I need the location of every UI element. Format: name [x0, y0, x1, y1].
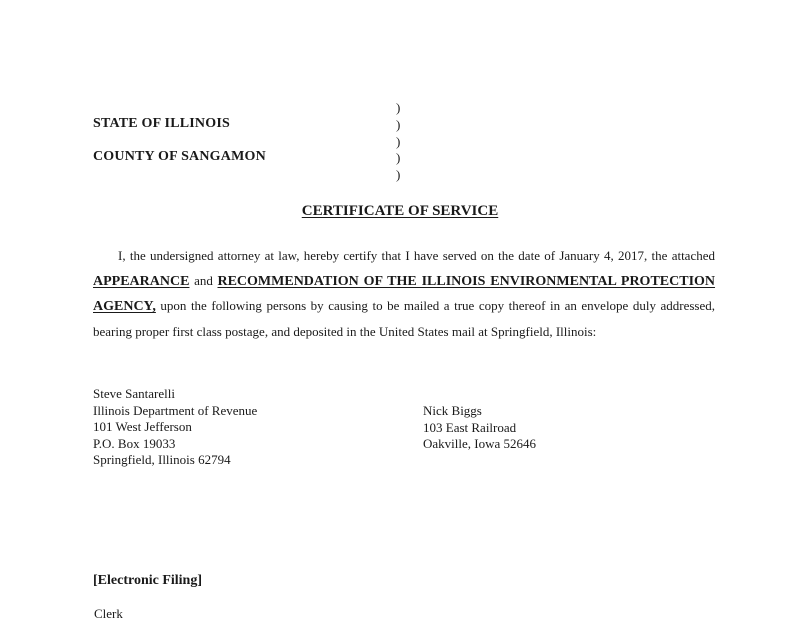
caption-county: COUNTY OF SANGAMON — [93, 149, 266, 164]
document-title — [0, 203, 800, 220]
address-line: Steve Santarelli — [93, 386, 175, 401]
body-rest: upon the following persons by causing to be mailed a true copy thereof in an envelope duly addressed, bearing proper first class postage, and deposited in the United States mail at Springfield, Illinois: — [93, 298, 715, 339]
recipient-address-block — [93, 386, 257, 469]
address-line: Illinois Department of Revenue — [93, 402, 258, 418]
caption-paren: ) — [396, 117, 401, 132]
body-intro: I, the undersigned attorney at law, hereby certify that I have served on the date of January 4, 2017, the attached — [118, 248, 715, 263]
caption-state: STATE OF ILLINOIS — [93, 116, 230, 131]
recipient-address-block — [423, 403, 536, 453]
caption-paren: ) — [396, 134, 401, 149]
electronic-filing-heading: [Electronic Filing] — [93, 573, 202, 588]
address-line: Springfield, Illinois 62794 — [93, 452, 231, 467]
caption-paren: ) — [396, 100, 401, 115]
document-title-text: CERTIFICATE OF SERVICE — [301, 203, 499, 219]
address-line: Nick Biggs — [423, 403, 482, 418]
body-and: and — [194, 272, 213, 288]
document-name-appearance: APPEARANCE — [93, 273, 190, 289]
caption-paren: ) — [396, 167, 401, 182]
clerk-label: Clerk — [94, 606, 123, 618]
address-line: Oakville, Iowa 52646 — [423, 436, 537, 451]
caption-paren: ) — [396, 150, 401, 165]
address-line: P.O. Box 19033 — [93, 435, 176, 451]
address-line: 103 East Railroad — [423, 419, 517, 435]
address-line: 101 West Jefferson — [93, 419, 192, 434]
document-name-recommendation: RECOMMENDATION OF THE ILLINOIS ENVIRONMENTAL PROTECTION AGENCY, — [93, 273, 716, 314]
certificate-body — [93, 244, 715, 344]
